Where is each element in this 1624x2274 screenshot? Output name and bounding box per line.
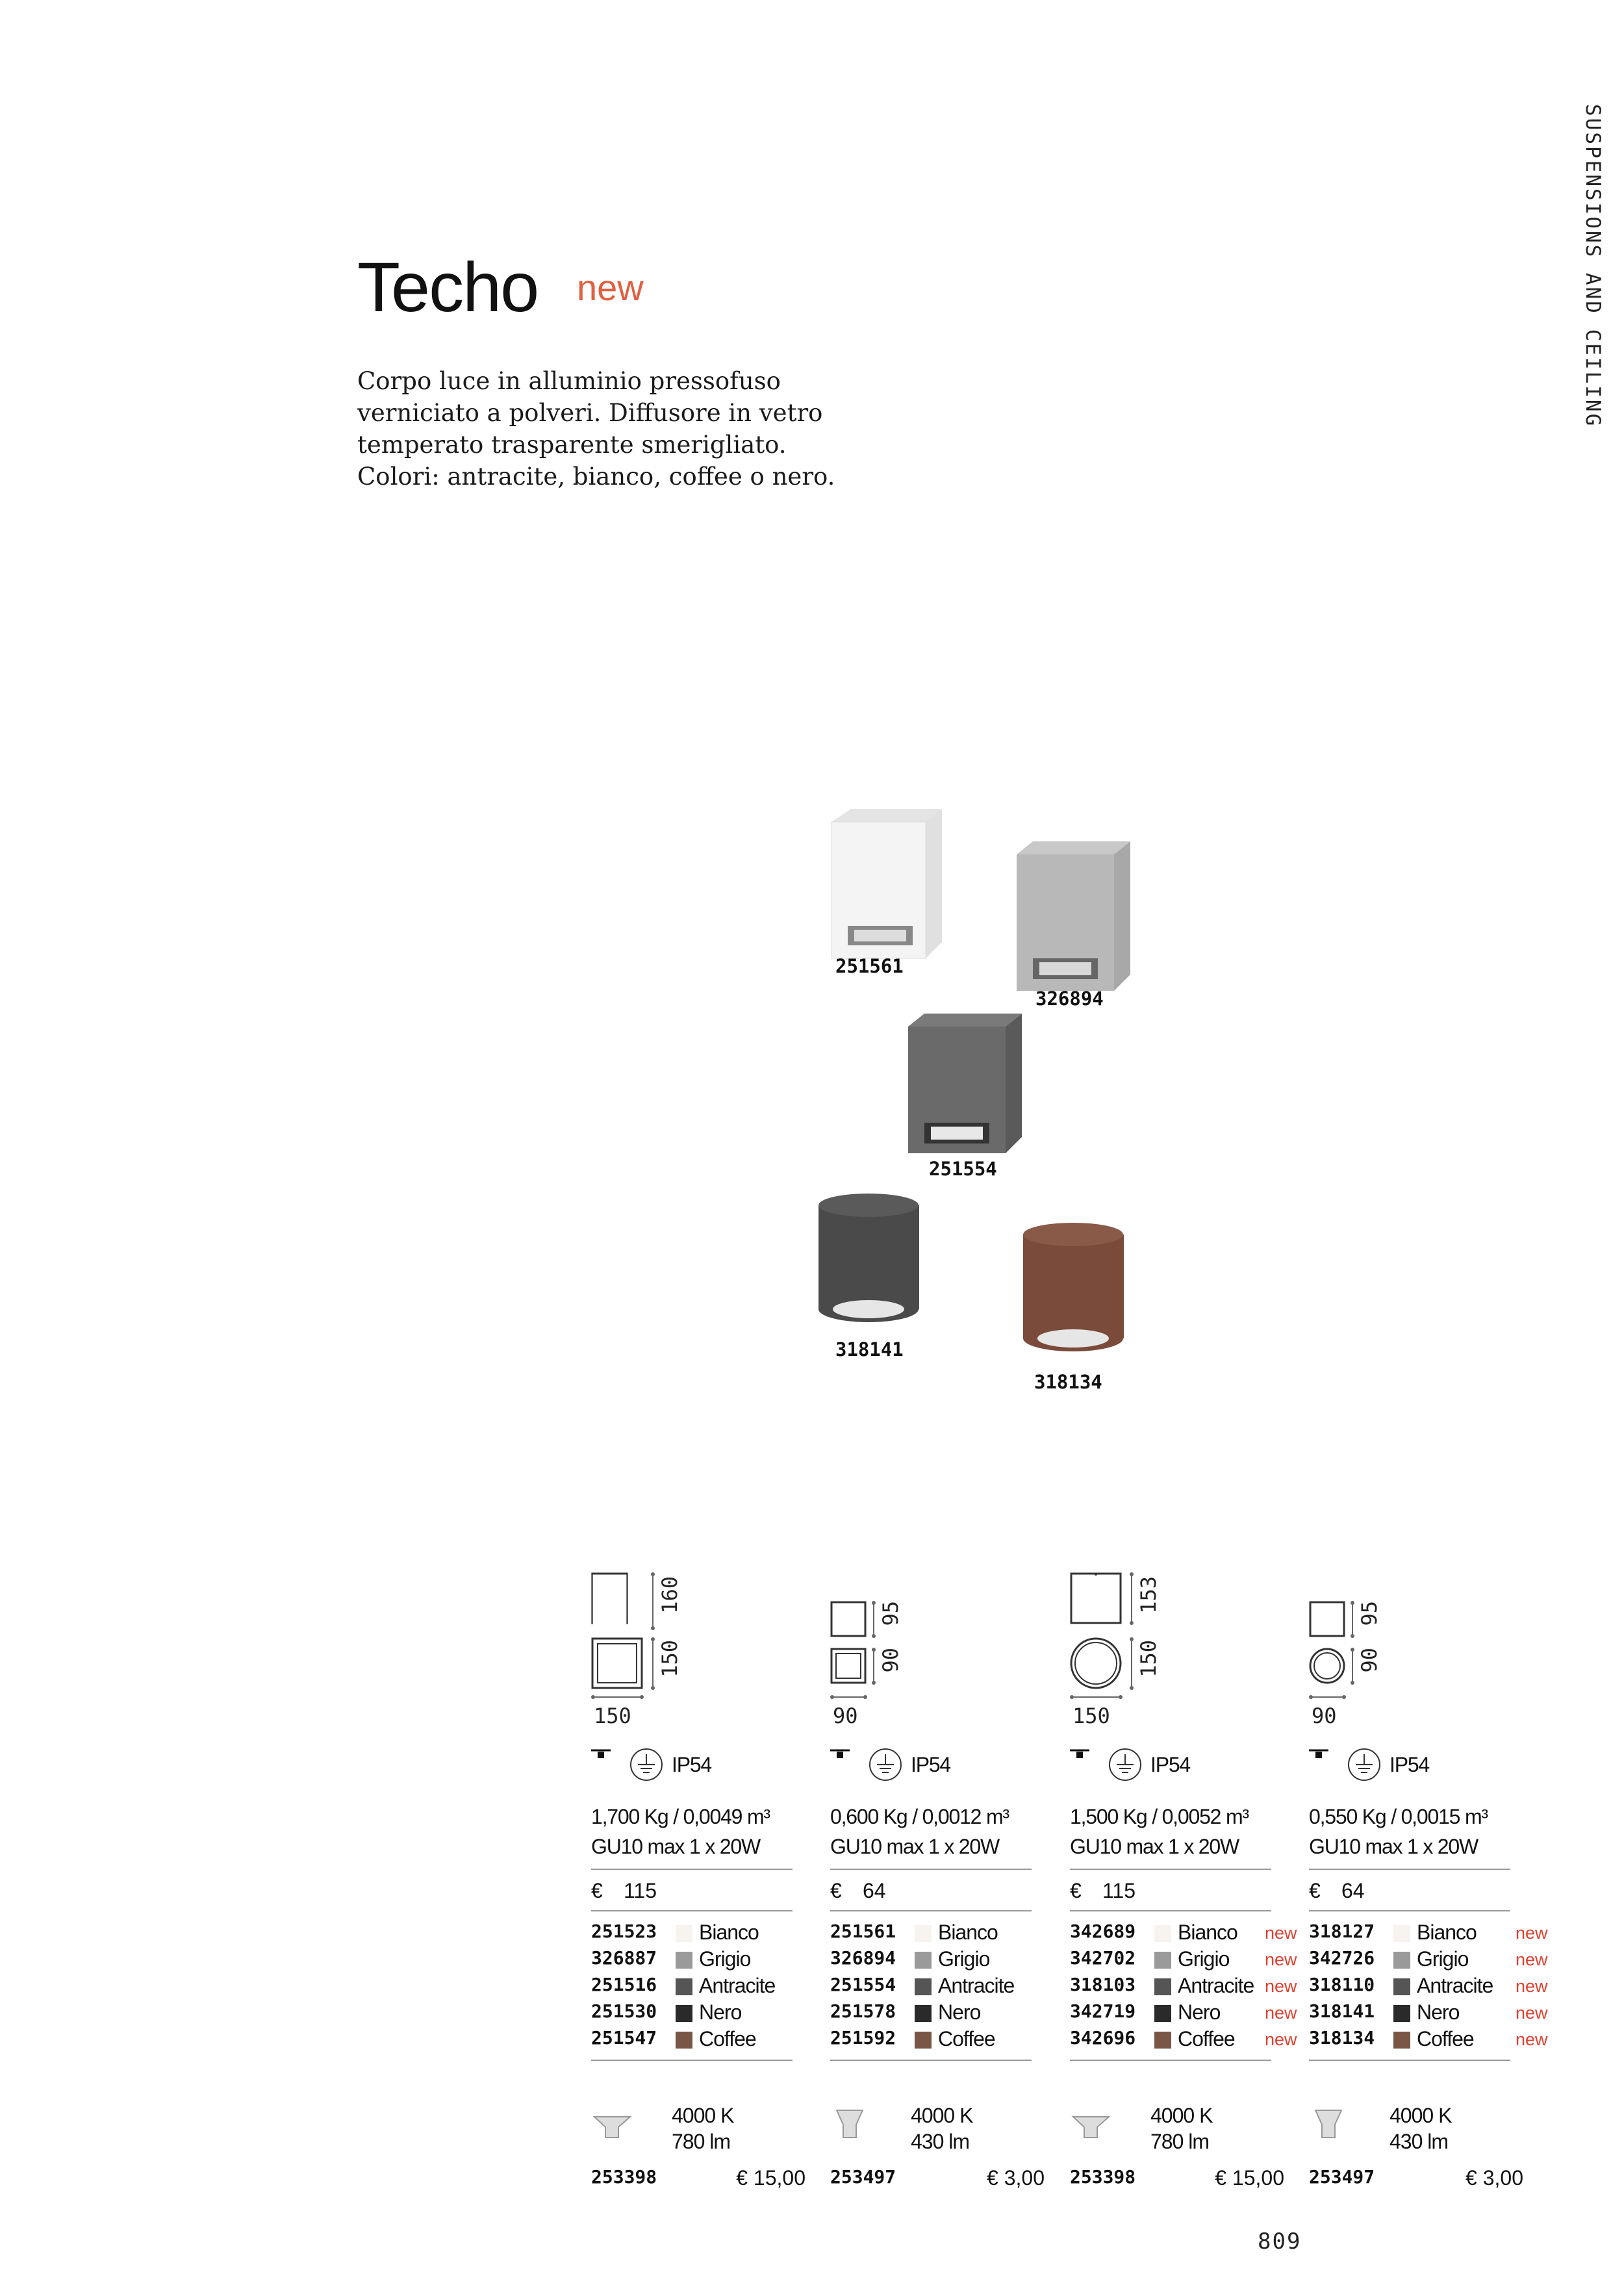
color-swatch <box>915 1978 932 1995</box>
side-dimension-line <box>869 1648 878 1687</box>
product-description: Corpo luce in alluminio pressofuso verniciato a polveri. Diffusore in vetro temperato trasparente smerigliato. Colori: antracite, bianco, coffee o nero. <box>357 367 835 491</box>
new-tag: new <box>1265 1950 1297 1969</box>
bulb-price: € 15,00 <box>736 2166 806 2190</box>
new-tag: new <box>1516 1950 1548 1969</box>
lamp-spec: GU10 max 1 x 20W <box>830 1835 1000 1858</box>
weight-volume: 1,700 Kg / 0,0049 m³ <box>591 1805 770 1828</box>
side-dimension: 150 <box>657 1640 682 1678</box>
bulb-lumen: 780 lm <box>1150 2130 1210 2153</box>
color-code: 251578 <box>830 2000 896 2022</box>
color-swatch <box>1393 2032 1410 2049</box>
bulb-price: € 3,00 <box>1465 2166 1523 2190</box>
lamp-spec: GU10 max 1 x 20W <box>1309 1835 1478 1858</box>
product-photo-coffee-cylinder <box>1020 1221 1130 1358</box>
height-dimension: 95 <box>878 1601 903 1626</box>
color-code: 251523 <box>591 1921 657 1942</box>
ip-rating: IP54 <box>911 1753 951 1776</box>
color-name: Coffee <box>699 2027 756 2050</box>
color-name: Bianco <box>1178 1921 1237 1944</box>
top-view-drawing <box>1070 1637 1128 1702</box>
color-code: 318134 <box>1309 2027 1375 2049</box>
bulb-temperature: 4000 K <box>672 2104 734 2127</box>
side-dimension: 150 <box>1136 1640 1161 1678</box>
bulb-icon <box>1070 2112 1115 2144</box>
divider <box>1070 1869 1271 1870</box>
divider <box>1070 2060 1271 2061</box>
color-row <box>1070 2027 1343 2054</box>
color-swatch <box>1154 1978 1171 1995</box>
bulb-icon <box>834 2108 867 2147</box>
weight-volume: 1,500 Kg / 0,0052 m³ <box>1070 1805 1249 1828</box>
product-photo-anthracite-cube <box>908 1014 1058 1169</box>
width-dimension: 90 <box>833 1704 858 1728</box>
color-swatch <box>1154 2005 1171 2022</box>
color-code: 251547 <box>591 2027 657 2049</box>
color-code: 326887 <box>591 1947 657 1969</box>
color-code: 318127 <box>1309 1921 1375 1942</box>
color-code: 318141 <box>1309 2000 1375 2022</box>
color-name: Coffee <box>938 2027 995 2050</box>
color-row <box>591 2027 864 2054</box>
bulb-temperature: 4000 K <box>911 2104 973 2127</box>
color-row <box>1070 1921 1343 1947</box>
divider <box>830 2060 1032 2061</box>
color-name: Coffee <box>1417 2027 1474 2050</box>
height-dimension-line <box>1348 1601 1357 1640</box>
width-dimension: 150 <box>1072 1704 1110 1728</box>
bulb-lumen: 430 lm <box>1389 2130 1449 2153</box>
color-code: 342689 <box>1070 1921 1136 1942</box>
height-dimension-line <box>648 1572 657 1631</box>
color-row <box>1070 1947 1343 1974</box>
color-name: Nero <box>699 2000 742 2024</box>
top-view-drawing <box>591 1637 650 1702</box>
page-number: 809 <box>1258 2229 1302 2255</box>
color-swatch <box>1154 1952 1171 1969</box>
color-code: 251592 <box>830 2027 896 2049</box>
new-tag: new <box>1265 2003 1297 2023</box>
currency: € <box>1070 1879 1082 1902</box>
color-code: 251561 <box>830 1921 896 1942</box>
color-code: 342719 <box>1070 2000 1136 2022</box>
side-dimension-line <box>1127 1637 1136 1696</box>
new-tag: new <box>1265 1923 1297 1943</box>
photo-code-label: 251561 <box>835 955 904 977</box>
color-row <box>830 2000 1103 2027</box>
bulb-icon <box>591 2112 637 2144</box>
divider <box>830 1910 1032 1911</box>
product-photo-anthracite-cylinder <box>815 1192 926 1329</box>
color-name: Grigio <box>699 1947 751 1971</box>
color-name: Nero <box>938 2000 981 2024</box>
weight-volume: 0,550 Kg / 0,0015 m³ <box>1309 1805 1488 1828</box>
price: 115 <box>1102 1879 1136 1902</box>
color-swatch <box>1393 2005 1410 2022</box>
width-dimension: 90 <box>1312 1704 1337 1728</box>
color-name: Antracite <box>1417 1974 1493 1997</box>
photo-code-label: 326894 <box>1035 988 1104 1010</box>
color-swatch <box>1154 2032 1171 2049</box>
side-dimension-line <box>1348 1648 1357 1687</box>
color-row <box>591 1974 864 2000</box>
height-dimension: 160 <box>657 1576 682 1614</box>
photo-code-label: 318134 <box>1034 1371 1102 1393</box>
color-name: Bianco <box>938 1921 998 1944</box>
color-name: Antracite <box>1178 1974 1254 1997</box>
side-dimension: 90 <box>1357 1648 1382 1673</box>
currency: € <box>1309 1879 1321 1902</box>
color-code: 342702 <box>1070 1947 1136 1969</box>
color-swatch <box>1393 1952 1410 1969</box>
bulb-lumen: 780 lm <box>672 2130 731 2153</box>
height-dimension-line <box>869 1601 878 1640</box>
bulb-price: € 15,00 <box>1215 2166 1284 2190</box>
side-view-drawing <box>830 1601 869 1640</box>
bulb-code: 253497 <box>830 2166 896 2188</box>
color-code: 342696 <box>1070 2027 1136 2049</box>
color-swatch <box>915 2005 932 2022</box>
color-row <box>830 1947 1103 1974</box>
divider <box>591 1910 793 1911</box>
color-swatch <box>1393 1978 1410 1995</box>
photo-code-label: 251554 <box>929 1158 997 1180</box>
price: 115 <box>624 1879 657 1902</box>
width-dimension: 150 <box>594 1704 631 1728</box>
color-name: Bianco <box>1417 1921 1477 1944</box>
side-view-drawing <box>591 1572 630 1624</box>
color-name: Bianco <box>699 1921 759 1944</box>
color-row <box>830 2027 1103 2054</box>
color-name: Grigio <box>1178 1947 1230 1971</box>
color-name: Antracite <box>938 1974 1015 1997</box>
weight-volume: 0,600 Kg / 0,0012 m³ <box>830 1805 1009 1828</box>
lamp-spec: GU10 max 1 x 20W <box>591 1835 761 1858</box>
new-tag: new <box>1265 2030 1297 2049</box>
lamp-spec: GU10 max 1 x 20W <box>1070 1835 1239 1858</box>
bulb-code: 253398 <box>1070 2166 1136 2188</box>
ip-rating: IP54 <box>672 1753 712 1776</box>
price: 64 <box>1341 1879 1365 1902</box>
color-name: Nero <box>1417 2000 1460 2024</box>
divider <box>1309 1910 1510 1911</box>
color-row <box>591 1921 864 1947</box>
color-name: Grigio <box>1417 1947 1469 1971</box>
height-dimension: 153 <box>1136 1576 1161 1614</box>
color-swatch <box>676 1952 692 1969</box>
color-row <box>591 1947 864 1974</box>
color-swatch <box>915 1952 932 1969</box>
color-name: Coffee <box>1178 2027 1235 2050</box>
color-swatch <box>676 1925 692 1942</box>
color-swatch <box>676 2032 692 2049</box>
color-row <box>830 1921 1103 1947</box>
divider <box>1309 2060 1510 2061</box>
bulb-code: 253497 <box>1309 2166 1375 2188</box>
product-new-badge: new <box>577 267 644 308</box>
divider <box>1309 1869 1510 1870</box>
ip-rating: IP54 <box>1150 1753 1191 1776</box>
bulb-icon <box>1313 2108 1345 2147</box>
color-row <box>591 2000 864 2027</box>
side-view-drawing <box>1309 1601 1348 1640</box>
color-swatch <box>1154 1925 1171 1942</box>
ip-rating: IP54 <box>1389 1753 1430 1776</box>
bulb-lumen: 430 lm <box>911 2130 970 2153</box>
color-name: Grigio <box>938 1947 990 1971</box>
price: 64 <box>863 1879 886 1902</box>
bulb-temperature: 4000 K <box>1150 2104 1213 2127</box>
divider <box>830 1869 1032 1870</box>
divider <box>591 2060 793 2061</box>
new-tag: new <box>1516 2003 1548 2023</box>
color-code: 251516 <box>591 1974 657 1995</box>
color-row <box>830 1974 1103 2000</box>
new-tag: new <box>1516 1923 1548 1943</box>
color-code: 318110 <box>1309 1974 1375 1995</box>
new-tag: new <box>1265 1976 1297 1996</box>
color-swatch <box>676 1978 692 1995</box>
section-side-label: SUSPENSIONS AND CEILING <box>1581 104 1605 428</box>
color-swatch <box>915 1925 932 1942</box>
divider <box>591 1869 793 1870</box>
bulb-temperature: 4000 K <box>1389 2104 1452 2127</box>
color-row <box>1070 1974 1343 2000</box>
color-name: Antracite <box>699 1974 776 1997</box>
color-swatch <box>676 2005 692 2022</box>
color-code: 318103 <box>1070 1974 1136 1995</box>
color-code: 326894 <box>830 1947 896 1969</box>
photo-code-label: 318141 <box>835 1338 904 1361</box>
new-tag: new <box>1516 1976 1548 1996</box>
color-code: 251554 <box>830 1974 896 1995</box>
new-tag: new <box>1516 2030 1548 2049</box>
product-photo-white-cube <box>812 809 961 965</box>
color-swatch <box>915 2032 932 2049</box>
side-view-drawing <box>1070 1572 1128 1631</box>
product-photo-grey-cube <box>1017 841 1166 997</box>
color-row <box>1070 2000 1343 2027</box>
currency: € <box>830 1879 842 1902</box>
bulb-code: 253398 <box>591 2166 657 2188</box>
divider <box>1070 1910 1271 1911</box>
color-name: Nero <box>1178 2000 1221 2024</box>
side-dimension-line <box>648 1637 657 1696</box>
color-swatch <box>1393 1925 1410 1942</box>
product-title: Techo <box>357 248 539 326</box>
currency: € <box>591 1879 603 1902</box>
color-code: 251530 <box>591 2000 657 2022</box>
color-code: 342726 <box>1309 1947 1375 1969</box>
height-dimension: 95 <box>1357 1601 1382 1626</box>
bulb-price: € 3,00 <box>987 2166 1045 2190</box>
side-dimension: 90 <box>878 1648 903 1673</box>
height-dimension-line <box>1127 1572 1136 1631</box>
